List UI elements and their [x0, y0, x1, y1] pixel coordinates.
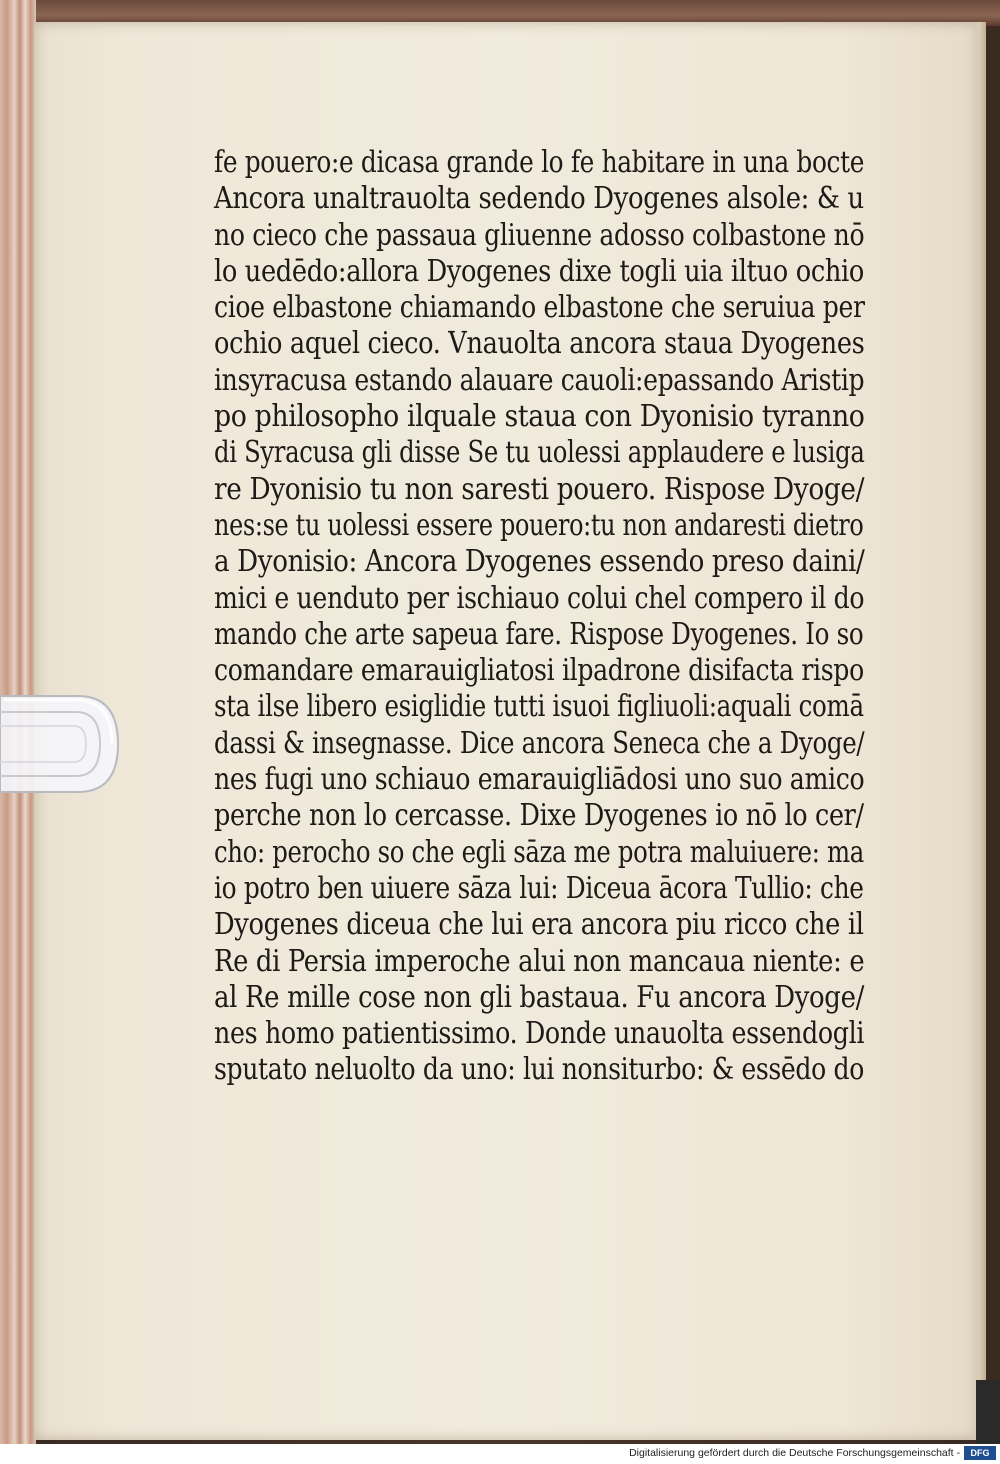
text-line-3: no cieco che passaua gliuenne adosso colbastone nō — [214, 217, 865, 252]
text-line-15: comandare emarauigliatosi ilpadrone disifacta rispo — [214, 653, 864, 688]
text-line-17: dassi & insegnasse. Dice ancora Seneca che a Dyoge/ — [214, 725, 865, 760]
text-line-13: mici e uenduto per ischiauo colui chel compero il do — [214, 580, 865, 615]
digitization-credit: Digitalisierung gefördert durch die Deutsche Forschungsgemeinschaft - — [629, 1447, 960, 1459]
text-line-18: nes fugi uno schiauo emarauigliādosi uno suo amico — [214, 762, 865, 797]
text-line-10: re Dyonisio tu non saresti pouero. Rispose Dyoge/ — [214, 471, 865, 506]
text-line-9: di Syracusa gli disse Se tu uolessi applaudere e lusiga — [214, 435, 865, 470]
binding-corner — [976, 1380, 1000, 1444]
text-line-25: nes homo patientissimo. Donde unauolta essendogli — [214, 1016, 865, 1051]
text-line-5: cioe elbastone chiamando elbastone che seruiua per — [214, 290, 865, 325]
text-line-22: Dyogenes diceua che lui era ancora piu ricco che il — [214, 907, 864, 942]
page-clip — [0, 678, 124, 810]
text-line-4: lo uedēdo:allora Dyogenes dixe togli uia iltuo ochio — [214, 253, 864, 288]
text-line-8: po philosopho ilquale staua con Dyonisio tyranno — [214, 399, 865, 434]
text-line-26: sputato neluolto da uno: lui nonsiturbo: & essēdo do — [214, 1052, 864, 1087]
text-line-21: io potro ben uiuere sāza lui: Diceua ācora Tullio: che — [214, 870, 864, 905]
text-line-20: cho: perocho so che egli sāza me potra maluiuere: ma — [214, 834, 864, 869]
text-line-16: sta ilse libero esiglidie tutti isuoi figliuoli:aquali comā — [214, 689, 864, 724]
text-line-11: nes:se tu uolessi essere pouero:tu non andaresti dietro — [214, 507, 864, 542]
dfg-logo-icon: DFG — [964, 1446, 996, 1460]
text-line-1: fe pouero:e dicasa grande lo fe habitare in una bocte — [214, 145, 865, 179]
text-line-14: mando che arte sapeua fare. Rispose Dyogenes. Io so — [214, 616, 864, 651]
text-line-24: al Re mille cose non gli bastaua. Fu ancora Dyoge/ — [214, 979, 864, 1014]
body-text — [214, 144, 864, 1088]
text-line-7: insyracusa estando alauare cauoli:epassando Aristip — [214, 362, 865, 397]
page-gutter-shadow — [970, 22, 986, 1440]
text-line-6: ochio aquel cieco. Vnauolta ancora staua Dyogenes — [214, 326, 865, 361]
text-line-2: Ancora unaltrauolta sedendo Dyogenes alsole: & u — [214, 181, 864, 216]
text-line-23: Re di Persia imperoche alui non mancaua niente: e — [214, 943, 865, 978]
text-line-12: a Dyonisio: Ancora Dyogenes essendo preso daini/ — [214, 544, 865, 579]
text-line-19: perche non lo cercasse. Dixe Dyogenes io nō lo cer/ — [214, 798, 864, 833]
